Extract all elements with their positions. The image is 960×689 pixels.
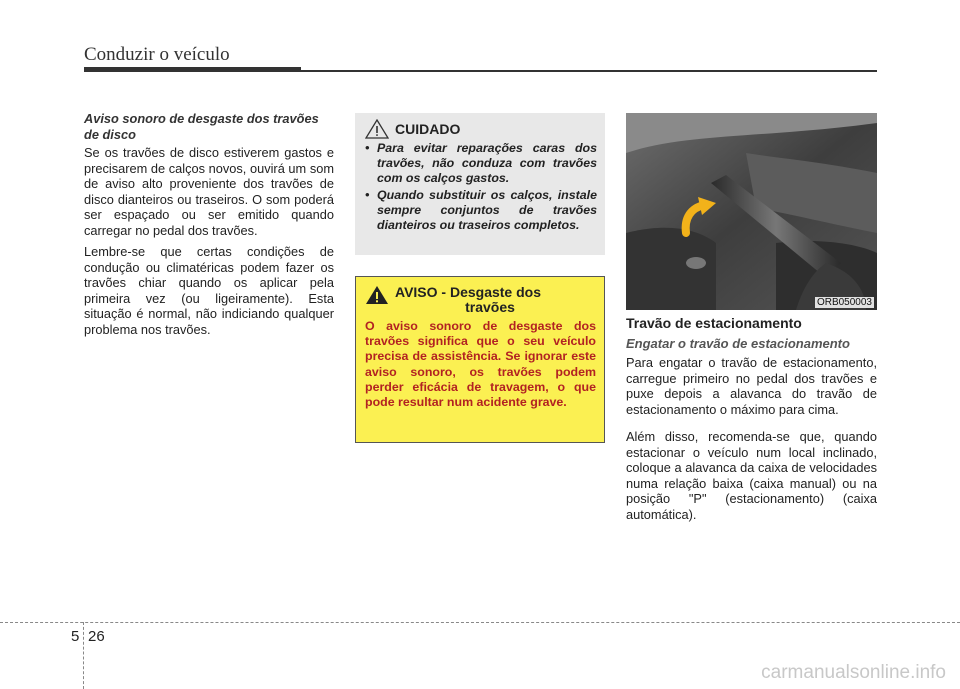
caution-header [365, 119, 597, 139]
paragraph: Além disso, recomenda-se que, quando estacionar o veículo num local inclinado, coloque a alavanca da caixa de velocidades numa relação baixa (caixa manual) ou na posição "P" (estacionamento) (caixa automática). [626, 429, 877, 522]
left-column [84, 111, 334, 343]
header-rule-thin [301, 70, 877, 72]
photo-reference-code: ORB050003 [816, 297, 872, 308]
header-rule-thick [84, 67, 301, 72]
warning-box [355, 276, 605, 443]
watermark-link[interactable]: carmanualsonline.info [761, 662, 946, 683]
footer-vertical-divider [83, 622, 84, 689]
brake-wear-subheading: Aviso sonoro de desgaste dos travões de disco [84, 111, 319, 142]
paragraph: Para engatar o travão de estacionamento, carregue primeiro no pedal dos travões e puxe depois a alavanca do travão de estacionamento o máximo para cima. [626, 355, 877, 417]
parking-brake-heading: Travão de estacionamento [626, 315, 802, 331]
list-item: • Para evitar reparações caras dos travões, não conduza com travões com os calços gastos. [365, 141, 597, 185]
engage-parking-brake-subheading: Engatar o travão de estacionamento [626, 335, 850, 351]
paragraph: Lembre-se que certas condições de condução ou climatéricas podem fazer os travões chiar quando os aplicar pela primeira vez (ou ligeiramente). Esta situação é normal, não indiciando qualquer problema nos travões. [84, 244, 334, 337]
chapter-number: 5 [71, 628, 80, 645]
parking-brake-photo [626, 113, 877, 310]
list-item: • Quando substituir os calços, instale sempre conjuntos de travões dianteiros ou traseiros completos. [365, 188, 597, 232]
caution-title: CUIDADO [395, 121, 461, 137]
caution-triangle-icon [365, 119, 389, 139]
right-column [626, 316, 877, 534]
paragraph: Se os travões de disco estiverem gastos e precisarem de calços novos, ouvirá um som de aviso alto proveniente dos travões de disco dianteiros ou traseiros. O som poderá ser espaçado ou ser emitido quando carregar no pedal dos travões. [84, 145, 334, 238]
page-number: 26 [88, 628, 105, 645]
caution-list [365, 141, 597, 233]
warning-header [365, 285, 596, 315]
warning-triangle-icon [365, 285, 389, 305]
warning-title: AVISO - Desgaste dos travões [395, 284, 542, 315]
page-header-title: Conduzir o veículo [84, 44, 230, 65]
footer-divider [0, 622, 960, 623]
caution-box [355, 113, 605, 255]
warning-body: O aviso sonoro de desgaste dos travões significa que o seu veículo precisa de assistência. Se ignorar este aviso sonoro, os travões podem perder eficácia de travagem, o que pode resultar num acidente grave. [365, 319, 596, 410]
parking-brake-lever-illustration [626, 113, 877, 310]
